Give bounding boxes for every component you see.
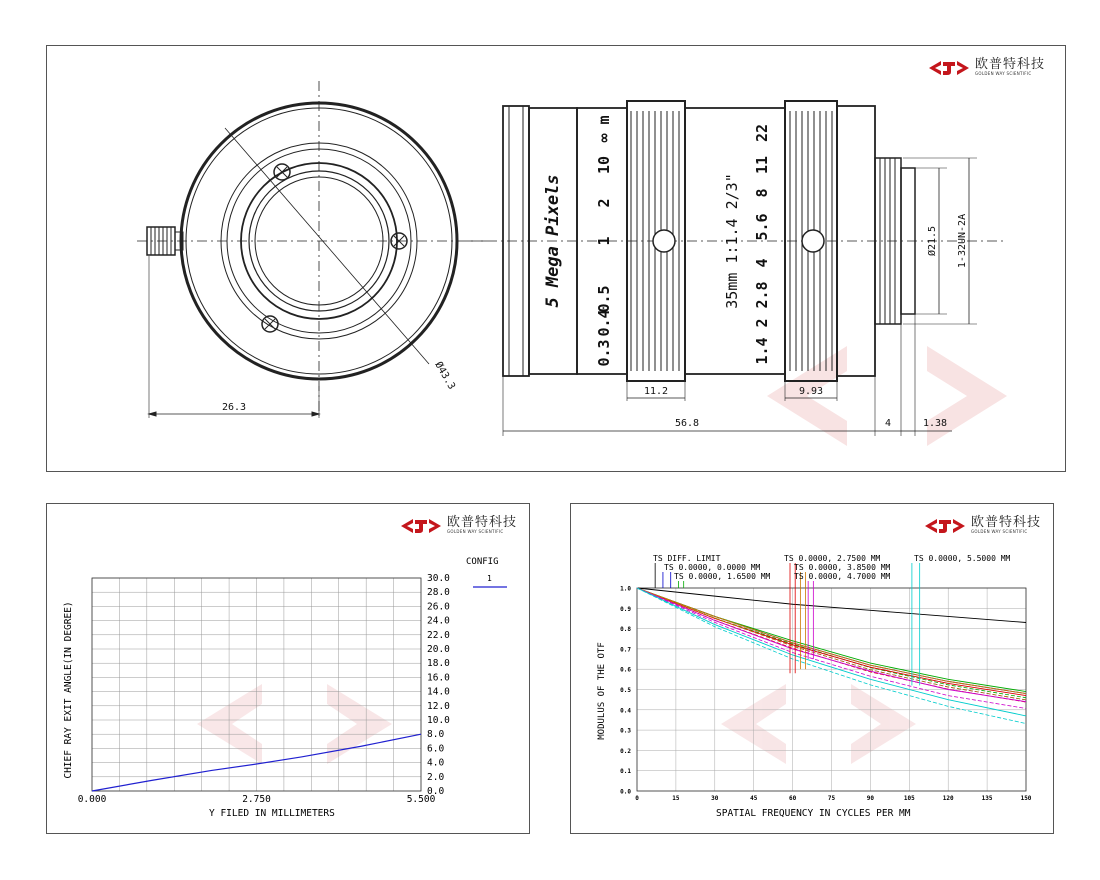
x-tick-label: 150 bbox=[1020, 795, 1032, 802]
y-tick-label: 16.0 bbox=[427, 672, 450, 684]
legend-entry-label: TS DIFF. LIMIT bbox=[653, 554, 721, 563]
chart-grid bbox=[637, 588, 1026, 791]
watermark-logo bbox=[197, 684, 392, 764]
legend-entry-label: TS 0.0000, 5.5000 MM bbox=[914, 554, 1011, 563]
x-tick-label: 75 bbox=[827, 795, 836, 802]
y-tick-label: 0.0 bbox=[427, 786, 445, 797]
x-tick-label: 5.500 bbox=[406, 794, 436, 805]
aperture-scale-label: 2 bbox=[753, 318, 771, 328]
aperture-scale-label: 22 bbox=[753, 123, 771, 143]
dimension-label: 9.93 bbox=[798, 386, 824, 397]
dimension-label: Ø21.5 bbox=[927, 225, 938, 257]
y-tick-label: 12.0 bbox=[427, 700, 450, 712]
legend-entry-label: TS 0.0000, 0.0000 MM bbox=[664, 563, 761, 572]
aperture-scale-label: 4 bbox=[753, 258, 771, 268]
y-tick-label: 0.4 bbox=[620, 707, 631, 715]
dimension-label: 11.2 bbox=[643, 386, 669, 397]
y-tick-label: 24.0 bbox=[427, 615, 450, 627]
focus-scale-label: 1 bbox=[595, 236, 613, 246]
dimension-label: 1.38 bbox=[922, 418, 948, 429]
aperture-scale-label: 5.6 bbox=[753, 213, 771, 241]
chart-grid bbox=[92, 578, 421, 791]
y-tick-label: 0.9 bbox=[620, 605, 631, 613]
brand-name-en: GOLDEN WAY SCIENTIFIC bbox=[975, 71, 1032, 76]
lens-drawing-panel bbox=[46, 45, 1066, 472]
brand-name-cn: 欧普特科技 bbox=[971, 515, 1042, 530]
aperture-scale-label: 1.4 bbox=[753, 337, 771, 365]
dimension-label: 26.3 bbox=[221, 402, 247, 413]
y-tick-label: 8.0 bbox=[427, 729, 445, 741]
x-tick-label: 105 bbox=[903, 795, 915, 802]
focus-scale-label: 2 bbox=[595, 198, 613, 208]
legend-entry-label: TS 0.0000, 4.7000 MM bbox=[794, 572, 891, 581]
y-axis-label: MODULUS OF THE OTF bbox=[597, 642, 607, 740]
focus-scale-label: 0.3 bbox=[595, 339, 613, 367]
focus-scale-label: 0.4 bbox=[595, 309, 613, 337]
y-tick-label: 28.0 bbox=[427, 587, 450, 599]
y-tick-label: 0.3 bbox=[620, 727, 631, 735]
brand-name-cn: 欧普特科技 bbox=[975, 57, 1046, 72]
y-tick-label: 0.5 bbox=[620, 687, 631, 694]
watermark-logo bbox=[721, 684, 916, 764]
technical-drawing bbox=[47, 46, 1065, 471]
x-tick-label: 0.000 bbox=[77, 794, 107, 805]
focus-scale-label: ∞ m bbox=[595, 115, 613, 143]
aperture-scale-label: 8 bbox=[753, 188, 771, 198]
x-tick-label: 0 bbox=[635, 795, 639, 802]
y-tick-label: 0.1 bbox=[620, 768, 631, 776]
brand-name-en: GOLDEN WAY SCIENTIFIC bbox=[447, 529, 504, 534]
mtf-chart bbox=[571, 504, 1053, 833]
x-axis-label: Y FILED IN MILLIMETERS bbox=[209, 808, 335, 819]
y-tick-label: 0.6 bbox=[620, 666, 631, 674]
focus-scale-label: 10 bbox=[595, 155, 613, 175]
screw-icon bbox=[274, 164, 290, 180]
x-tick-label: 2.750 bbox=[242, 794, 271, 805]
y-tick-label: 6.0 bbox=[427, 743, 445, 755]
y-tick-label: 14.0 bbox=[427, 686, 450, 698]
x-tick-label: 45 bbox=[750, 795, 758, 802]
lens-spec-text: 35mm 1:1.4 2/3" bbox=[723, 173, 741, 309]
y-tick-label: 0.2 bbox=[620, 747, 631, 755]
dimension-label: Ø43.3 bbox=[432, 360, 457, 392]
y-tick-label: 20.0 bbox=[427, 644, 450, 655]
dimension-label: 1-32UN-2A bbox=[957, 213, 968, 269]
focus-scale-label: 0.5 bbox=[595, 285, 613, 313]
y-tick-label: 10.0 bbox=[427, 715, 450, 726]
aperture-scale-label: 2.8 bbox=[753, 281, 771, 309]
y-tick-label: 1.0 bbox=[620, 585, 631, 593]
y-tick-label: 22.0 bbox=[427, 629, 450, 641]
y-tick-label: 18.0 bbox=[427, 658, 450, 670]
x-tick-label: 135 bbox=[981, 795, 993, 802]
brand-name-en: GOLDEN WAY SCIENTIFIC bbox=[971, 529, 1028, 534]
x-tick-label: 30 bbox=[711, 795, 719, 802]
y-tick-label: 4.0 bbox=[427, 757, 445, 769]
y-tick-label: 0.8 bbox=[620, 626, 631, 634]
legend-title: CONFIG bbox=[466, 557, 499, 567]
legend-entry-label: 1 bbox=[487, 574, 492, 583]
cra-chart bbox=[47, 504, 529, 833]
cra-chart-panel bbox=[46, 503, 530, 834]
mtf-chart-panel bbox=[570, 503, 1054, 834]
x-tick-label: 15 bbox=[672, 795, 680, 802]
legend-entry-label: TS 0.0000, 3.8500 MM bbox=[794, 563, 891, 572]
y-axis-label: CHIEF RAY EXIT ANGLE(IN DEGREE) bbox=[63, 601, 74, 779]
legend-entry-label: TS 0.0000, 2.7500 MM bbox=[784, 554, 881, 563]
y-tick-label: 0.0 bbox=[620, 788, 631, 796]
x-tick-label: 60 bbox=[788, 795, 797, 802]
dimension-label: 56.8 bbox=[674, 418, 700, 429]
x-axis-label: SPATIAL FREQUENCY IN CYCLES PER MM bbox=[716, 808, 911, 819]
aperture-scale-label: 11 bbox=[753, 155, 771, 175]
y-tick-label: 0.7 bbox=[620, 646, 631, 654]
x-tick-label: 90 bbox=[866, 795, 875, 802]
y-tick-label: 30.0 bbox=[427, 573, 450, 584]
legend-entry-label: TS 0.0000, 1.6500 MM bbox=[674, 572, 771, 581]
dimension-label: 4 bbox=[884, 418, 892, 429]
brand-name-cn: 欧普特科技 bbox=[447, 515, 518, 530]
y-tick-label: 2.0 bbox=[427, 771, 445, 783]
lens-model-text: 5 Mega Pixels bbox=[543, 174, 563, 308]
y-tick-label: 26.0 bbox=[427, 601, 450, 613]
x-tick-label: 120 bbox=[942, 795, 954, 802]
